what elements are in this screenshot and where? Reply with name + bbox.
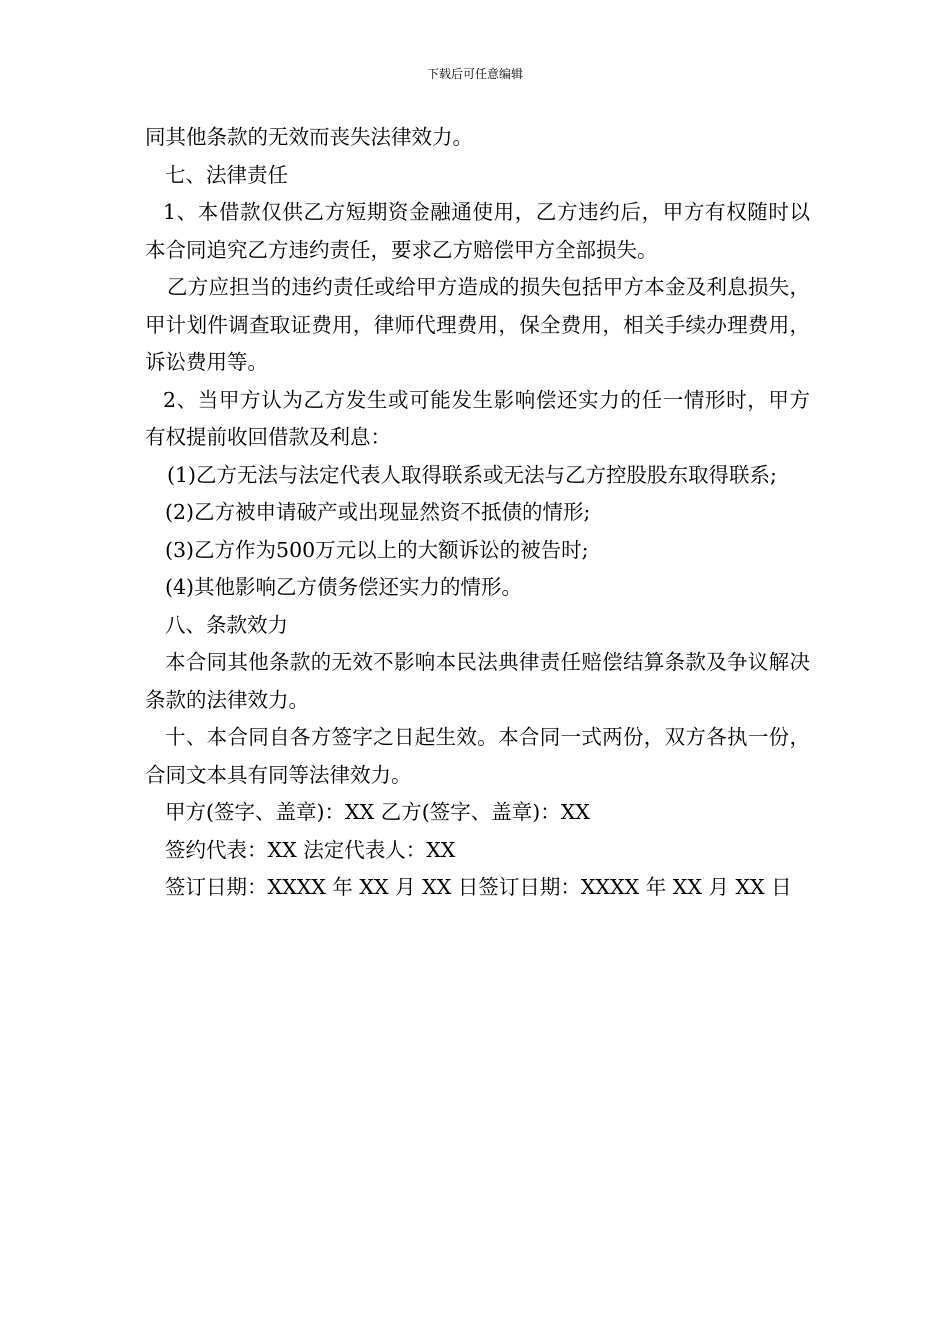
list-item-1: (1)乙方无法与法定代表人取得联系或无法与乙方控股股东取得联系; [167, 462, 777, 487]
section-ten-paragraph: 十、本合同自各方签字之日起生效。本合同一式两份，双方各执一份，合同文本具有同等法律效力。 [145, 725, 810, 787]
section-heading-clause-effect: 八、条款效力 [165, 612, 288, 637]
clause-2-paragraph: 2、当甲方认为乙方发生或可能发生影响偿还实力的任一情形时，甲方有权提前收回借款及利息： [145, 387, 810, 449]
signature-line-representatives: 签约代表：XX 法定代表人：XX [165, 837, 456, 862]
list-item-3: (3)乙方作为500万元以上的大额诉讼的被告时; [165, 537, 589, 562]
clause-effect-paragraph: 本合同其他条款的无效不影响本民法典律责任赔偿结算条款及争议解决条款的法律效力。 [145, 650, 810, 712]
clause-1-paragraph: 1、本借款仅供乙方短期资金融通使用，乙方违约后，甲方有权随时以本合同追究乙方违约责任，要求乙方赔偿甲方全部损失。 [145, 200, 810, 262]
signature-line-dates: 签订日期：XXXX 年 XX 月 XX 日签订日期：XXXX 年 XX 月 XX 日 [165, 875, 792, 899]
page-header: 下载后可任意编辑 [426, 67, 523, 81]
list-item-2: (2)乙方被申请破产或出现显然资不抵债的情形; [165, 500, 591, 524]
liability-scope-paragraph: 乙方应担当的违约责任或给甲方造成的损失包括甲方本金及利息损失，甲计划件调查取证费用，律师代理费用，保全费用，相关手续办理费用，诉讼费用等。 [145, 275, 810, 374]
paragraph-continuation: 同其他条款的无效而丧失法律效力。 [145, 125, 473, 149]
list-item-4: (4)其他影响乙方债务偿还实力的情形。 [165, 575, 523, 599]
section-heading-legal-liability: 七、法律责任 [165, 162, 288, 187]
signature-line-parties: 甲方(签字、盖章)：XX 乙方(签字、盖章)：XX [165, 800, 590, 824]
document-body [145, 119, 810, 907]
